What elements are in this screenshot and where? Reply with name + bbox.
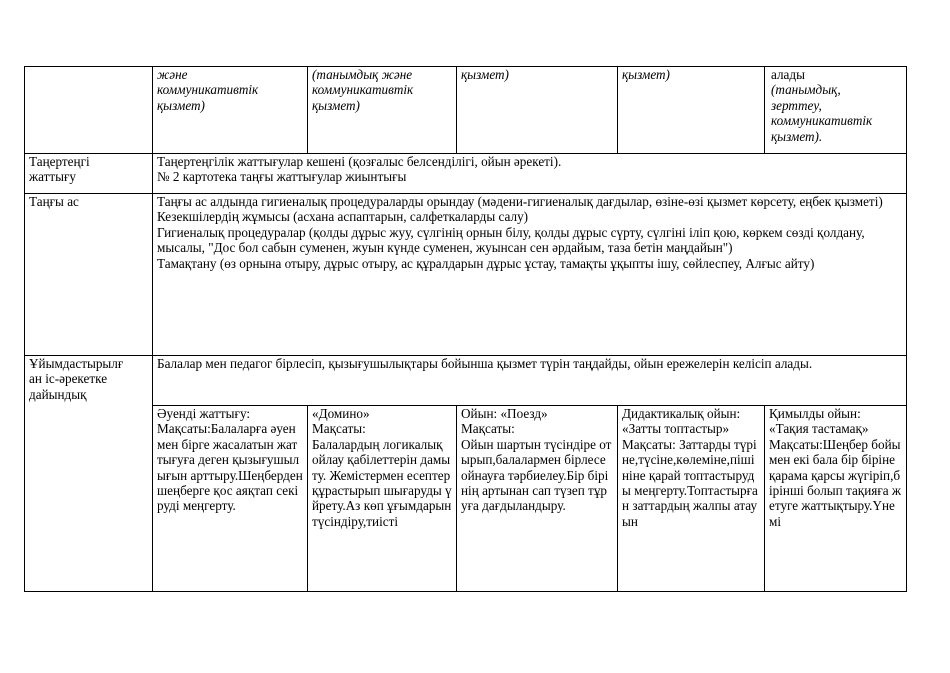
activity-cell: Қимылды ойын: «Тақия тастамақ» Мақсаты:Шеңбер бойымен екі бала бір біріне қарама қарсы жүгіріп,бірінші болып тақияға жетуге жаттықтыру.Үнемі [765, 406, 907, 592]
table-row [25, 67, 907, 154]
activity-cell: Дидактикалық ойын: «Затты топтастыр» Мақсаты: Заттарды түріне,түсіне,көлеміне,пішініне қарай топтастыруды меңгерту.Топтастырған заттардың жалпы атауын [618, 406, 765, 592]
activity-cell: Әуенді жаттығу: Мақсаты:Балаларға әуенмен бірге жасалатын жаттығуға деген қызығушылығын арттыру.Шеңберден шеңберге қос аяқтап секіруді меңгерту. [153, 406, 308, 592]
cell-text-italic: (танымдық, зерттеу, коммуникативтік қызмет). [771, 82, 873, 144]
table-cell: қызмет) [618, 67, 765, 154]
table-cell: қызмет) [457, 67, 618, 154]
table-cell [765, 67, 907, 154]
table-row [25, 356, 907, 406]
row-label-cell [25, 67, 153, 154]
table-row [25, 406, 907, 592]
cell-text: алады [771, 67, 805, 82]
table-cell: және коммуникативтік қызмет) [153, 67, 308, 154]
daily-plan-table [24, 66, 907, 592]
row-content-cell: Таңертеңгілік жаттығулар кешені (қозғалыс белсенділігі, ойын әрекеті). № 2 картотека таңғы жаттығулар жиынтығы [153, 154, 907, 194]
table-row [25, 154, 907, 194]
row-label-cell: Таңғы ас [25, 194, 153, 356]
activity-cell: «Домино» Мақсаты: Балалардың логикалық ойлау қабілеттерін дамыту. Жемістермен есептер құрастырып шығаруды үйрету.Аз көп ұғымдарын түсіндіру,тиісті [308, 406, 457, 592]
row-content-cell: Балалар мен педагог бірлесіп, қызығушылықтары бойынша қызмет түрін таңдайды, ойын ережелерін келісіп алады. [153, 356, 907, 406]
row-label-cell: Таңертеңгі жаттығу [25, 154, 153, 194]
table-row [25, 194, 907, 356]
activity-cell: Ойын: «Поезд» Мақсаты: Ойын шартын түсіндіре отырып,балалармен бірлесе ойнауға тәрбиелеу.Бір бірінің артынан сап түзеп тұруға дағдыландыру. [457, 406, 618, 592]
table-cell: (танымдық және коммуникативтік қызмет) [308, 67, 457, 154]
row-label-cell: Ұйымдастырылғ ан іс-әрекетке дайындық [25, 356, 153, 592]
row-content-cell: Таңғы ас алдында гигиеналық процедураларды орындау (мәдени-гигиеналық дағдылар, өзіне-өзі қызмет көрсету, еңбек қызметі) Кезекшілердің жұмысы (асхана аспаптарын, салфеткаларды салу) Гигиеналық процедуралар (қолды дұрыс жуу, сүлгінің орнын білу, қолды дұрыс сүрту, сүлгіні іліп қою, көркем сөзді қолдану, мысалы, "Дос бол сабын суменен, жуын күнде суменен, жуынсан сен әрдайым, таза бетін маңдайын") Тамақтану (өз орнына отыру, дұрыс отыру, ас құралдарын дұрыс ұстау, тамақты ұқыпты ішу, сөйлеспеу, Алғыс айту) [153, 194, 907, 356]
